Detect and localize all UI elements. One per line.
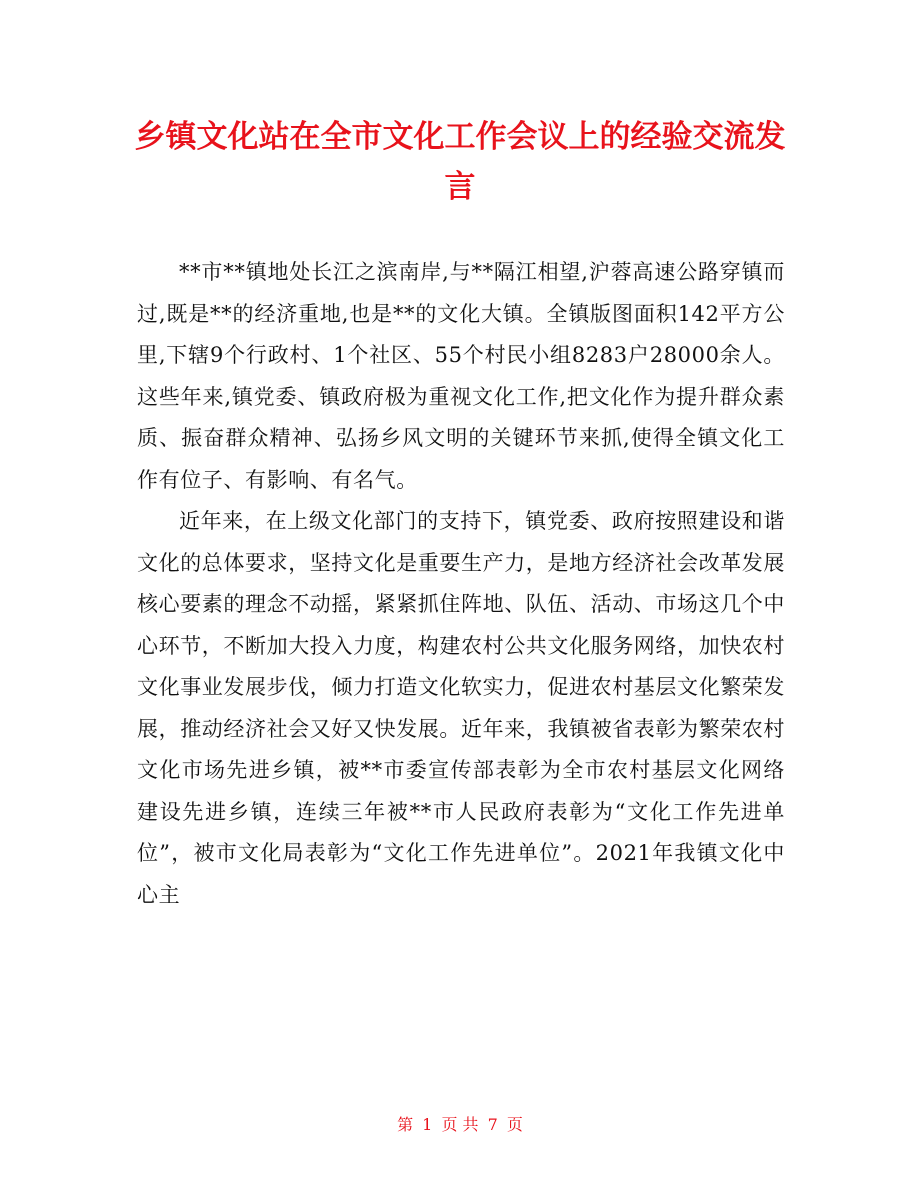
footer-suffix: 页 <box>506 1115 523 1134</box>
paragraph-1: **市**镇地处长江之滨南岸,与**隔江相望,沪蓉高速公路穿镇而过,既是**的经济重地,也是**的文化大镇。全镇版图面积142平方公里,下辖9个行政村、1个社区、55个村民小组8283户28000余人。这些年来,镇党委、镇政府极为重视文化工作,把文化作为提升群众素质、振奋群众精神、弘扬乡风文明的关键环节来抓,使得全镇文化工作有位子、有影响、有名气。 <box>137 260 785 492</box>
footer-middle: 页 共 <box>441 1115 479 1134</box>
footer-page-number: 1 <box>422 1115 433 1134</box>
footer-prefix: 第 <box>397 1115 414 1134</box>
page-footer <box>0 1112 920 1135</box>
paragraph-2: 近年来，在上级文化部门的支持下，镇党委、政府按照建设和谐文化的总体要求，坚持文化是重要生产力，是地方经济社会改革发展核心要素的理念不动摇，紧紧抓住阵地、队伍、活动、市场这几个中心环节，不断加大投入力度，构建农村公共文化服务网络，加快农村文化事业发展步伐，倾力打造文化软实力，促进农村基层文化繁荣发展，推动经济社会又好又快发展。近年来，我镇被省表彰为繁荣农村文化市场先进乡镇，被**市委宣传部表彰为全市农村基层文化网络建设先进乡镇，连续三年被**市人民政府表彰为“文化工作先进单位”，被市文化局表彰为“文化工作先进单位”。2021年我镇文化中心主 <box>137 509 785 907</box>
document-body <box>137 252 785 916</box>
document-title: 乡镇文化站在全市文化工作会议上的经验交流发言 <box>134 119 786 205</box>
footer-total-pages: 7 <box>487 1115 498 1134</box>
